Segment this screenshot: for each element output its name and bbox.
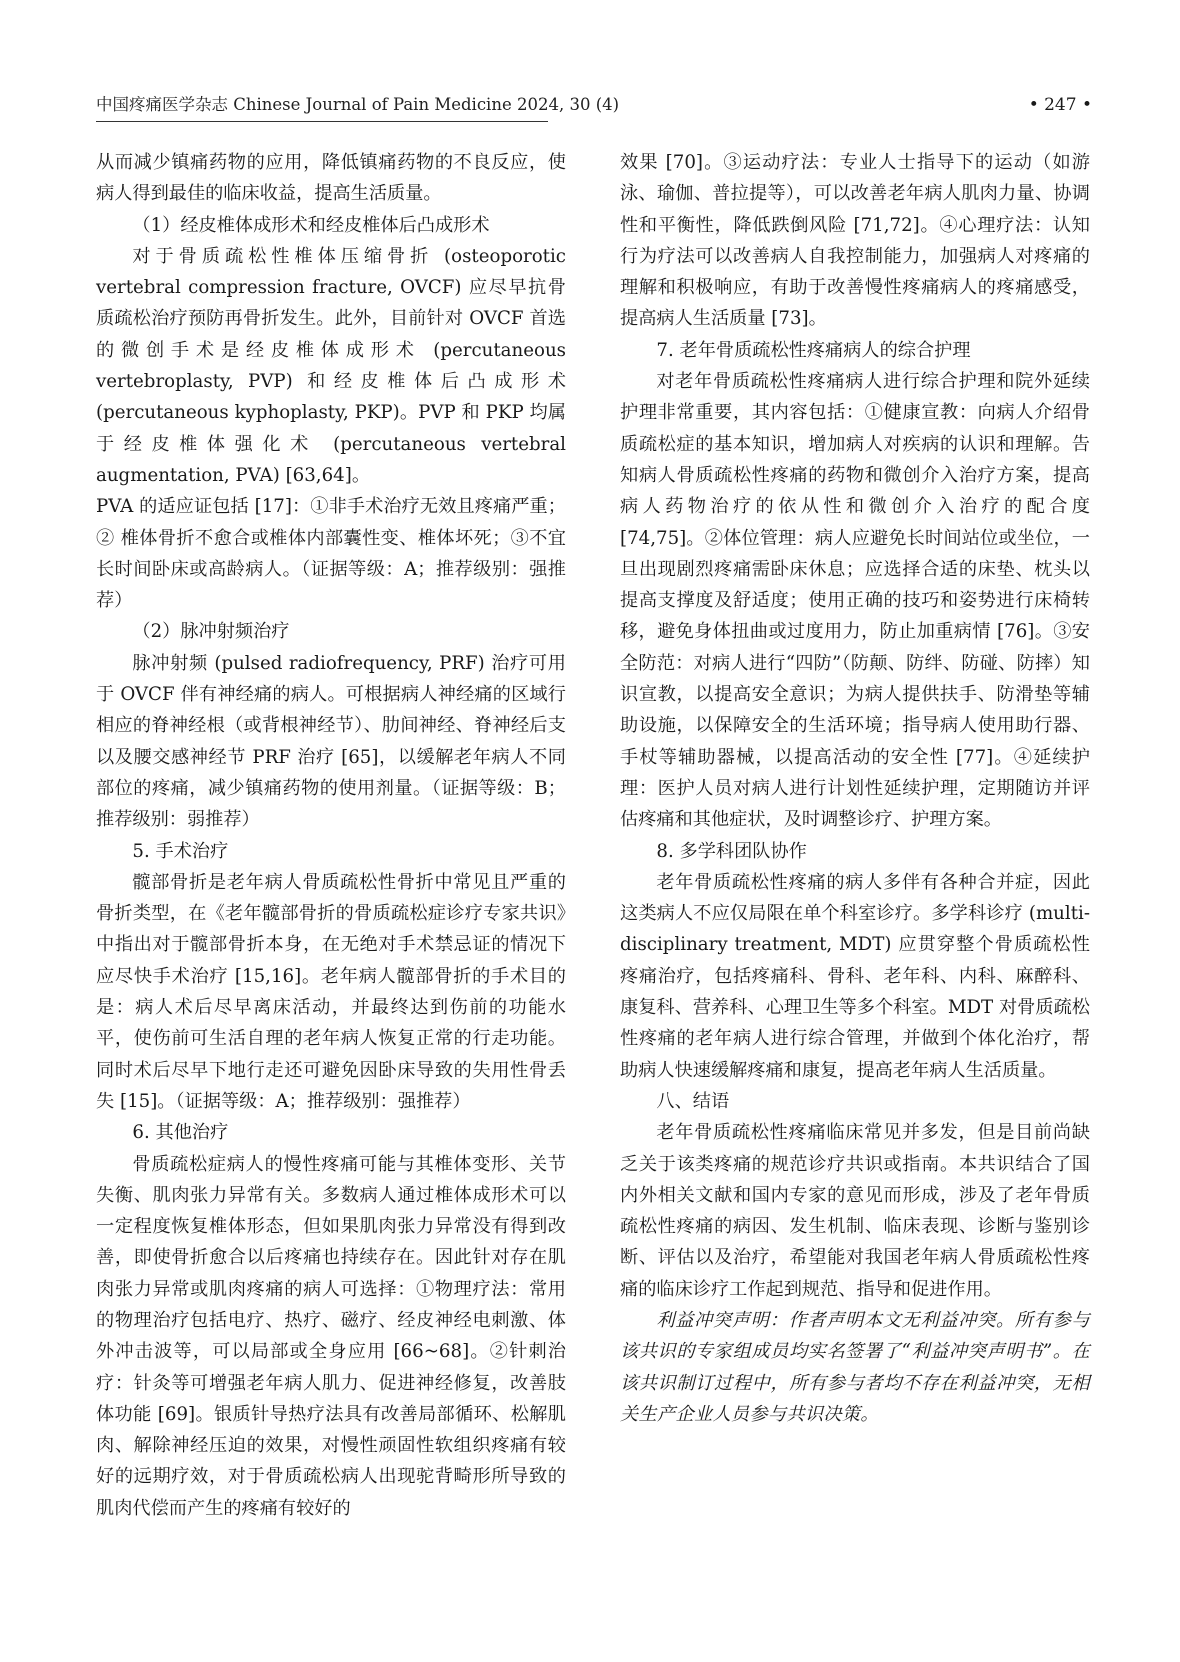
header-rule [96, 121, 548, 122]
paragraph: 老年骨质疏松性疼痛临床常见并多发，但是目前尚缺乏关于该类疼痛的规范诊疗共识或指南。本共识结合了国内外相关文献和国内专家的意见而形成，涉及了老年骨质疏松性疼痛的病因、发生机制、临床表现、诊断与鉴别诊断、评估以及治疗，希望能对我国老年病人骨质疏松性疼痛的临床诊疗工作起到规范、指导和促进作用。 [620, 1122, 1090, 1300]
paragraph: 脉冲射频 (pulsed radiofrequency, PRF) 治疗可用于 OVCF 伴有神经痛的病人。可根据病人神经痛的区域行相应的脊神经根（或背根神经节）、肋间神经、脊神经后支以及腰交感神经节 PRF 治疗 [65]，以缓解老年病人不同部位的疼痛，减少镇痛药物的使用剂量。（证据等级：B；推荐级别：弱推荐） [96, 652, 566, 831]
section-heading: 7. 老年骨质疏松性疼痛病人的综合护理 [656, 339, 971, 361]
section-heading: 八、结语 [656, 1090, 730, 1112]
section-heading: 6. 其他治疗 [132, 1122, 229, 1144]
paragraph: 髋部骨折是老年病人骨质疏松性骨折中常见且严重的骨折类型，在《老年髋部骨折的骨质疏松症诊疗专家共识》中指出对于髋部骨折本身，在无绝对手术禁忌证的情况下应尽快手术治疗 [15,16]。老年病人髋部骨折的手术目的是：病人术后尽早离床活动，并最终达到伤前的功能水平，使伤前可生活自理的老年病人恢复正常的行走功能。同时术后尽早下地行走还可避免因卧床导致的失用性骨丢失 [15]。（证据等级：A；推荐级别：强推荐） [96, 871, 566, 1112]
journal-title: 中国疼痛医学杂志 Chinese Journal of Pain Medicine 2024, 30 (4) [96, 95, 620, 114]
page-number: • 247 • [1028, 95, 1092, 115]
section-heading: 5. 手术治疗 [132, 840, 229, 862]
conflict-of-interest-statement: 利益冲突声明：作者声明本文无利益冲突。所有参与该共识的专家组成员均实名签署了“利益冲突声明书”。在该共识制订过程中，所有参与者均不存在利益冲突，无相关生产企业人员参与共识决策。 [620, 1309, 1090, 1425]
section-heading: 8. 多学科团队协作 [656, 840, 807, 862]
section-heading: （1）经皮椎体成形术和经皮椎体后凸成形术 [132, 214, 490, 236]
page-header [96, 94, 1092, 124]
paragraph: 老年骨质疏松性疼痛的病人多伴有各种合并症，因此这类病人不应仅局限在单个科室诊疗。多学科诊疗 (multi-disciplinary treatment, MDT) 应贯穿整个骨质疏松性疼痛治疗，包括疼痛科、骨科、老年科、内科、麻醉科、康复科、营养科、心理卫生等多个科室。MDT 对骨质疏松性疼痛的老年病人进行综合管理，并做到个体化治疗，帮助病人快速缓解疼痛和康复，提高老年病人生活质量。 [620, 871, 1090, 1081]
paragraph: PVA 的适应证包括 [17]：①非手术治疗无效且疼痛严重；② 椎体骨折不愈合或椎体内部囊性变、椎体坏死；③不宜长时间卧床或高龄病人。（证据等级：A；推荐级别：强推荐） [96, 496, 566, 612]
paragraph: 效果 [70]。③运动疗法：专业人士指导下的运动（如游泳、瑜伽、普拉提等），可以改善老年病人肌肉力量、协调性和平衡性，降低跌倒风险 [71,72]。④心理疗法：认知行为疗法可以改善病人自我控制能力，加强病人对疼痛的理解和积极响应，有助于改善慢性疼痛病人的疼痛感受，提高病人生活质量 [73]。 [620, 152, 1090, 330]
paragraph: 对于骨质疏松性椎体压缩骨折 (osteoporotic vertebral compression fracture, OVCF) 应尽早抗骨质疏松治疗预防再骨折发生。此外，目前针对 OVCF 首选的微创手术是经皮椎体成形术 (percutaneous vertebroplasty, PVP) 和经皮椎体后凸成形术 (percutaneous kyphoplasty, PKP)。PVP 和 PKP 均属于经皮椎体强化术 (percutaneous vertebral augmentation, PVA) [63,64]。 [96, 245, 566, 486]
paragraph: 对老年骨质疏松性疼痛病人进行综合护理和院外延续护理非常重要，其内容包括：①健康宣教：向病人介绍骨质疏松症的基本知识，增加病人对疾病的认识和理解。告知病人骨质疏松性疼痛的药物和微创介入治疗方案，提高病人药物治疗的依从性和微创介入治疗的配合度 [74,75]。②体位管理：病人应避免长时间站位或坐位，一旦出现剧烈疼痛需卧床休息；应选择合适的床垫、枕头以提高支撑度及舒适度；使用正确的技巧和姿势进行床椅转移，避免身体扭曲或过度用力，防止加重病情 [76]。③安全防范：对病人进行“四防”（防颠、防绊、防碰、防摔）知识宣教，以提高安全意识；为病人提供扶手、防滑垫等辅助设施，以保障安全的生活环境；指导病人使用助行器、手杖等辅助器械，以提高活动的安全性 [77]。④延续护理：医护人员对病人进行计划性延续护理，定期随访并评估疼痛和其他症状，及时调整诊疗、护理方案。 [620, 371, 1090, 831]
right-column [620, 147, 1090, 1430]
paragraph: 从而减少镇痛药物的应用，降低镇痛药物的不良反应，使病人得到最佳的临床收益，提高生活质量。 [96, 152, 566, 205]
paragraph: 骨质疏松症病人的慢性疼痛可能与其椎体变形、关节失衡、肌肉张力异常有关。多数病人通过椎体成形术可以一定程度恢复椎体形态，但如果肌肉张力异常没有得到改善，即使骨折愈合以后疼痛也持续存在。因此针对存在肌肉张力异常或肌肉疼痛的病人可选择：①物理疗法：常用的物理治疗包括电疗、热疗、磁疗、经皮神经电刺激、体外冲击波等，可以局部或全身应用 [66~68]。②针刺治疗：针灸等可增强老年病人肌力、促进神经修复，改善肢体功能 [69]。银质针导热疗法具有改善局部循环、松解肌肉、解除神经压迫的效果，对慢性顽固性软组织疼痛有较好的远期疗效，对于骨质疏松病人出现驼背畸形所导致的肌肉代偿而产生的疼痛有较好的 [96, 1153, 566, 1519]
section-heading: （2）脉冲射频治疗 [132, 621, 290, 643]
left-column [96, 147, 566, 1524]
